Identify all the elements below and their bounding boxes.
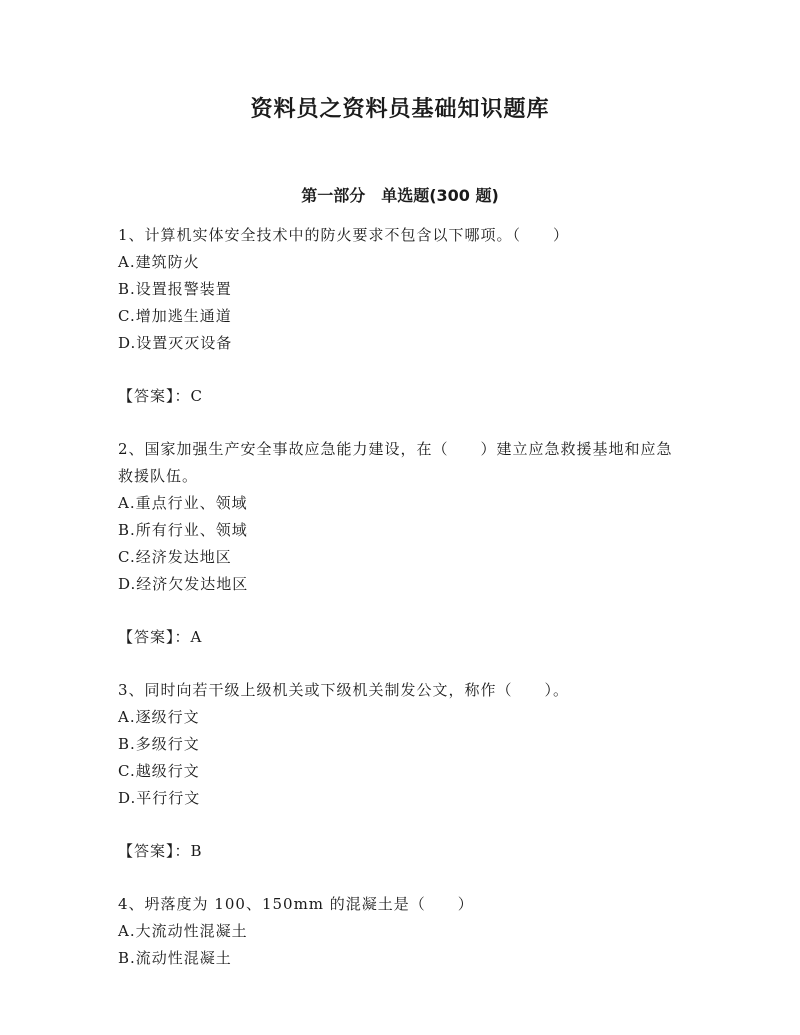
option-d: D.平行行文 bbox=[118, 789, 201, 807]
option-a: A.建筑防火 bbox=[118, 253, 200, 271]
option-a: A.重点行业、领域 bbox=[118, 494, 248, 512]
answer-label: 【答案】：C bbox=[118, 387, 203, 405]
question-stem: 1、计算机实体安全技术中的防火要求不包含以下哪项。（ ） bbox=[118, 226, 570, 244]
question-item bbox=[118, 677, 678, 865]
option-b: B.设置报警装置 bbox=[118, 280, 232, 298]
question-item bbox=[118, 436, 678, 651]
question-list bbox=[118, 222, 678, 998]
question-item bbox=[118, 222, 678, 410]
answer-label: 【答案】：A bbox=[118, 628, 203, 646]
option-c: C.越级行文 bbox=[118, 762, 200, 780]
option-c: C.经济发达地区 bbox=[118, 548, 232, 566]
question-stem: 2、国家加强生产安全事故应急能力建设，在（ ）建立应急救援基地和应急救援队伍。 bbox=[118, 440, 673, 485]
option-b: B.多级行文 bbox=[118, 735, 200, 753]
answer-label: 【答案】：B bbox=[118, 842, 203, 860]
document-title: 资料员之资料员基础知识题库 bbox=[250, 97, 550, 122]
question-stem: 3、同时向若干级上级机关或下级机关制发公文，称作（ ）。 bbox=[118, 681, 570, 699]
option-a: A.大流动性混凝土 bbox=[118, 922, 248, 940]
option-b: B.流动性混凝土 bbox=[118, 949, 232, 967]
option-c: C.增加逃生通道 bbox=[118, 307, 232, 325]
question-item bbox=[118, 891, 678, 972]
question-stem: 4、坍落度为 100、150mm 的混凝土是（ ） bbox=[118, 895, 474, 913]
option-d: D.设置灭灭设备 bbox=[118, 334, 233, 352]
option-d: D.经济欠发达地区 bbox=[118, 575, 249, 593]
option-a: A.逐级行文 bbox=[118, 708, 200, 726]
section-title: 第一部分 单选题(300 题) bbox=[301, 186, 499, 205]
option-b: B.所有行业、领域 bbox=[118, 521, 248, 539]
